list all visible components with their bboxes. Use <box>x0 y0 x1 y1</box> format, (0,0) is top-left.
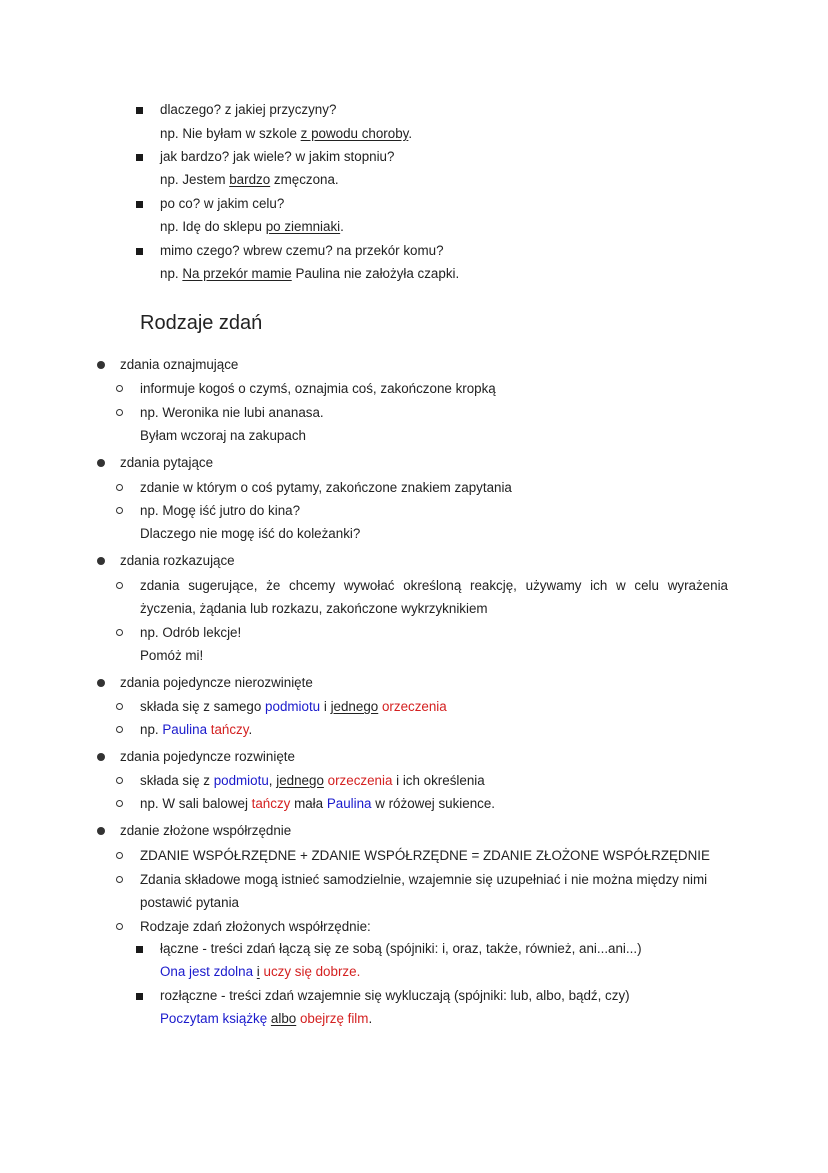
bullet-dot-icon <box>97 557 105 565</box>
list-item-title: zdania pojedyncze rozwinięte <box>120 749 295 764</box>
list-item-title: zdanie złożone współrzędnie <box>120 823 292 838</box>
list-subitem-cont: życzenia, żądania lub rozkazu, zakończone wykrzyknikiem <box>140 601 488 616</box>
list-subitem: zdania sugerujące, że chcemy wywołać określoną reakcję, używamy ich w celu wyrażenia <box>140 578 728 593</box>
question-example: np. Jestem bardzo zmęczona. <box>160 172 339 187</box>
list-subitem: np. Weronika nie lubi ananasa. <box>140 405 324 420</box>
question-text: dlaczego? z jakiej przyczyny? <box>160 102 337 117</box>
bullet-dot-icon <box>97 827 105 835</box>
circle-bullet-icon <box>116 876 123 883</box>
list-subitem: np. Mogę iść jutro do kina? <box>140 503 301 518</box>
bullet-dot-icon <box>97 459 105 467</box>
list-subitem: Zdania składowe mogą istnieć samodzielnie, wzajemnie się uzupełniać i nie można między nimi <box>140 872 708 887</box>
list-subitem: informuje kogoś o czymś, oznajmia coś, zakończone kropką <box>140 381 496 396</box>
nested-item: rozłączne - treści zdań wzajemnie się wykluczają (spójniki: lub, albo, bądź, czy) <box>160 988 630 1003</box>
list-item-title: zdania rozkazujące <box>120 553 235 568</box>
circle-bullet-icon <box>116 852 123 859</box>
circle-bullet-icon <box>116 800 123 807</box>
list-subitem: np. Odrób lekcje! <box>140 625 242 640</box>
section-heading: Rodzaje zdań <box>140 312 263 334</box>
list-item-title: zdania pytające <box>120 455 214 470</box>
square-bullet-icon <box>136 154 143 161</box>
circle-bullet-icon <box>116 385 123 392</box>
square-bullet-icon <box>136 201 143 208</box>
square-bullet-icon <box>136 946 143 953</box>
question-example: np. Na przekór mamie Paulina nie założyła czapki. <box>160 266 460 281</box>
question-text: po co? w jakim celu? <box>160 196 285 211</box>
circle-bullet-icon <box>116 629 123 636</box>
list-subitem: ZDANIE WSPÓŁRZĘDNE + ZDANIE WSPÓŁRZĘDNE = ZDANIE ZŁOŻONE WSPÓŁRZĘDNIE <box>140 848 710 863</box>
question-example: np. Nie byłam w szkole z powodu choroby. <box>160 126 413 141</box>
circle-bullet-icon <box>116 409 123 416</box>
list-subitem: Rodzaje zdań złożonych współrzędnie: <box>140 919 371 934</box>
circle-bullet-icon <box>116 484 123 491</box>
nested-example: Poczytam książkę albo obejrzę film. <box>160 1011 373 1026</box>
nested-example: Ona jest zdolna i uczy się dobrze. <box>160 964 361 979</box>
list-subitem: np. Paulina tańczy. <box>140 722 253 737</box>
question-example: np. Idę do sklepu po ziemniaki. <box>160 219 344 234</box>
bullet-dot-icon <box>97 679 105 687</box>
square-bullet-icon <box>136 107 143 114</box>
circle-bullet-icon <box>116 923 123 930</box>
question-text: mimo czego? wbrew czemu? na przekór komu? <box>160 243 444 258</box>
list-subitem: składa się z samego podmiotu i jednego orzeczenia <box>140 699 447 714</box>
list-subitem: zdanie w którym o coś pytamy, zakończone znakiem zapytania <box>140 480 512 495</box>
bullet-dot-icon <box>97 753 105 761</box>
list-subitem-cont: Pomóż mi! <box>140 648 204 663</box>
question-text: jak bardzo? jak wiele? w jakim stopniu? <box>160 149 395 164</box>
list-item-title: zdania oznajmujące <box>120 357 239 372</box>
list-subitem: składa się z podmiotu, jednego orzeczenia i ich określenia <box>140 773 485 788</box>
nested-item: łączne - treści zdań łączą się ze sobą (spójniki: i, oraz, także, również, ani...ani...) <box>160 941 642 956</box>
circle-bullet-icon <box>116 703 123 710</box>
list-subitem-cont: Byłam wczoraj na zakupach <box>140 428 306 443</box>
list-subitem-cont: Dlaczego nie mogę iść do koleżanki? <box>140 526 361 541</box>
circle-bullet-icon <box>116 777 123 784</box>
circle-bullet-icon <box>116 507 123 514</box>
bullet-dot-icon <box>97 361 105 369</box>
square-bullet-icon <box>136 248 143 255</box>
list-item-title: zdania pojedyncze nierozwinięte <box>120 675 313 690</box>
list-subitem: np. W sali balowej tańczy mała Paulina w różowej sukience. <box>140 796 496 811</box>
circle-bullet-icon <box>116 726 123 733</box>
square-bullet-icon <box>136 993 143 1000</box>
list-subitem-cont: postawić pytania <box>140 895 239 910</box>
circle-bullet-icon <box>116 582 123 589</box>
